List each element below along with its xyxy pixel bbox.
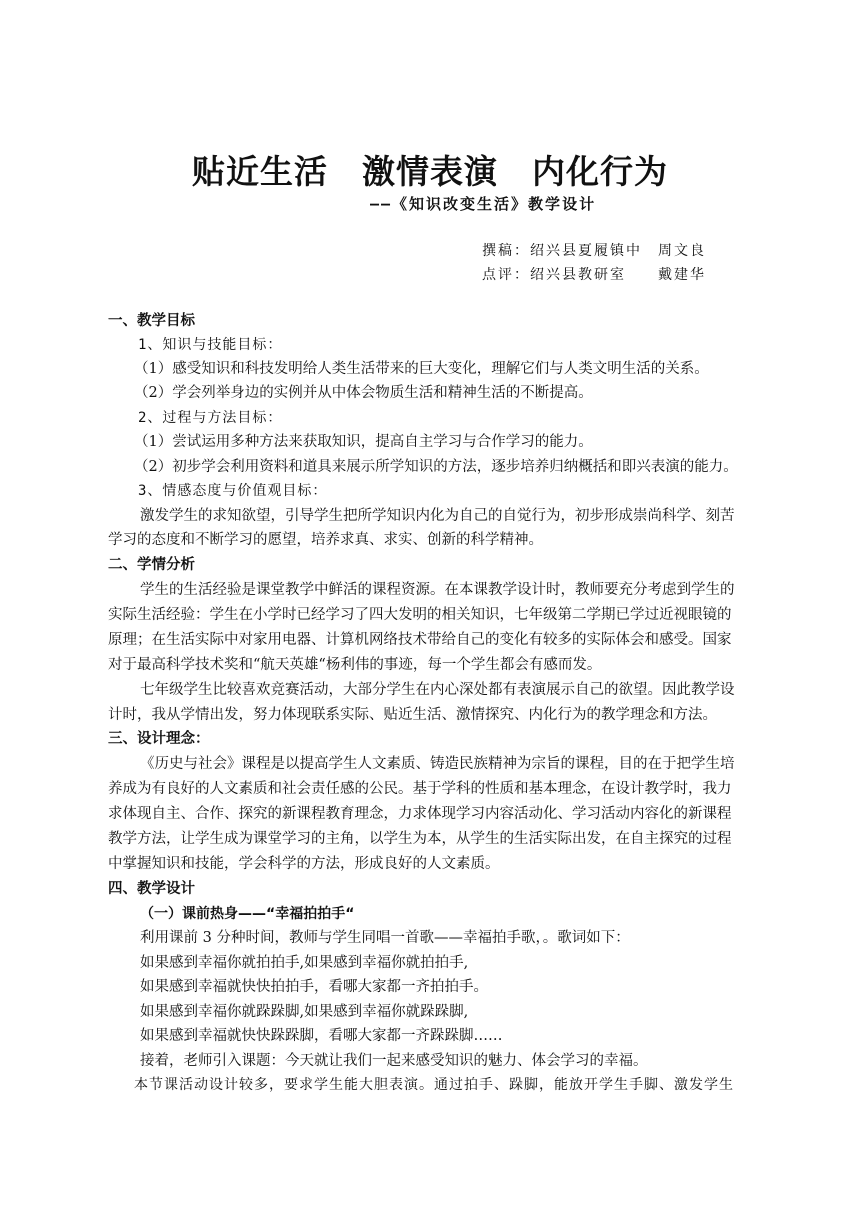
section-heading-design: 四、教学设计 xyxy=(108,881,195,897)
paragraph-line: 激发学生的求知欲望，引导学生把所学知识内化为自己的自觉行为，初步形成崇尚科学、刻苦 xyxy=(140,508,735,524)
lyric-line: 如果感到幸福就快快拍拍手，看哪大家都一齐拍拍手。 xyxy=(140,979,488,995)
lyric-line: 如果感到幸福你就拍拍手,如果感到幸福你就拍拍手, xyxy=(140,955,469,971)
subheading-process: 2、过程与方法目标： xyxy=(138,410,283,426)
paragraph-line: 求体现自主、合作、探究的新课程教育理念，力求体现学习内容活动化、学习活动内容化的新课程 xyxy=(108,806,732,822)
paragraph-line: （2）学会列举身边的实例并从中体会物质生活和精神生活的不断提高。 xyxy=(134,385,593,401)
paragraph-line: 《历史与社会》课程是以提高学生人文素质、铸造民族精神为宗旨的课程，目的在于把学生培 xyxy=(140,756,735,772)
commentary-line: 本节课活动设计较多，要求学生能大胆表演。通过拍手、跺脚，能放开学生手脚、激发学生 xyxy=(134,1077,734,1093)
paragraph-line: 养成为有良好的人文素质和社会责任感的公民。基于学科的性质和基本理念，在设计教学时，我力 xyxy=(108,781,732,797)
lyric-line: 如果感到幸福你就跺跺脚,如果感到幸福你就跺跺脚, xyxy=(140,1004,469,1020)
paragraph-line: （1）尝试运用多种方法来获取知识，提高自主学习与合作学习的能力。 xyxy=(134,434,593,450)
section-heading-concept: 三、设计理念： xyxy=(108,731,210,747)
paragraph-line: 实际生活经验：学生在小学时已经学习了四大发明的相关知识，七年级第二学期已学过近视眼镜的 xyxy=(108,607,732,623)
author-writer: 撰稿：绍兴县夏履镇中 周文良 xyxy=(482,243,706,259)
document-title: 贴近生活 激情表演 内化行为 xyxy=(192,152,668,191)
paragraph-line: （1）感受知识和科技发明给人类生活带来的巨大变化，理解它们与人类文明生活的关系。 xyxy=(134,361,709,377)
paragraph-line: 学生的生活经验是课堂教学中鲜活的课程资源。在本课教学设计时，教师要充分考虑到学生的 xyxy=(140,582,735,598)
lyric-line: 如果感到幸福就快快跺跺脚，看哪大家都一齐跺跺脚…… xyxy=(140,1028,503,1044)
author-reviewer: 点评：绍兴县教研室 戴建华 xyxy=(482,267,706,283)
subheading-warmup: （一）课前热身——“幸福拍拍手“ xyxy=(140,906,355,922)
paragraph-line: 计时，我从学情出发，努力体现联系实际、贴近生活、激情探究、内化行为的教学理念和方法。 xyxy=(108,707,717,723)
paragraph-line: 原理；在生活实际中对家用电器、计算机网络技术带给自己的变化有较多的实际体会和感受。国家 xyxy=(108,632,732,648)
paragraph-line: 中掌握知识和技能，学会科学的方法，形成良好的人文素质。 xyxy=(108,856,500,872)
document-subtitle: ——《知识改变生活》教学设计 xyxy=(370,195,597,213)
subheading-values: 3、情感态度与价值观目标： xyxy=(138,483,328,499)
paragraph-line: 对于最高科学技术奖和“航天英雄“杨利伟的事迹，每一个学生都会有感而发。 xyxy=(108,657,602,673)
paragraph-line: 七年级学生比较喜欢竞赛活动，大部分学生在内心深处都有表演展示自己的欲望。因此教学设 xyxy=(140,682,735,698)
paragraph-line: 学习的态度和不断学习的愿望，培养求真、求实、创新的科学精神。 xyxy=(108,532,543,548)
section-heading-objectives: 一、教学目标 xyxy=(108,313,195,329)
paragraph-line: 教学方法，让学生成为课堂学习的主角，以学生为本，从学生的生活实际出发，在自主探究的过程 xyxy=(108,831,732,847)
paragraph-line: 利用课前 3 分种时间，教师与学生同唱一首歌——幸福拍手歌，。歌词如下： xyxy=(140,930,630,946)
section-heading-analysis: 二、学情分析 xyxy=(108,557,195,573)
paragraph-line: 接着，老师引入课题：今天就让我们一起来感受知识的魅力、体会学习的幸福。 xyxy=(140,1053,648,1069)
subheading-knowledge: 1、知识与技能目标： xyxy=(138,337,283,353)
paragraph-line: （2）初步学会利用资料和道具来展示所学知识的方法，逐步培养归纳概括和即兴表演的能力。 xyxy=(134,459,738,475)
